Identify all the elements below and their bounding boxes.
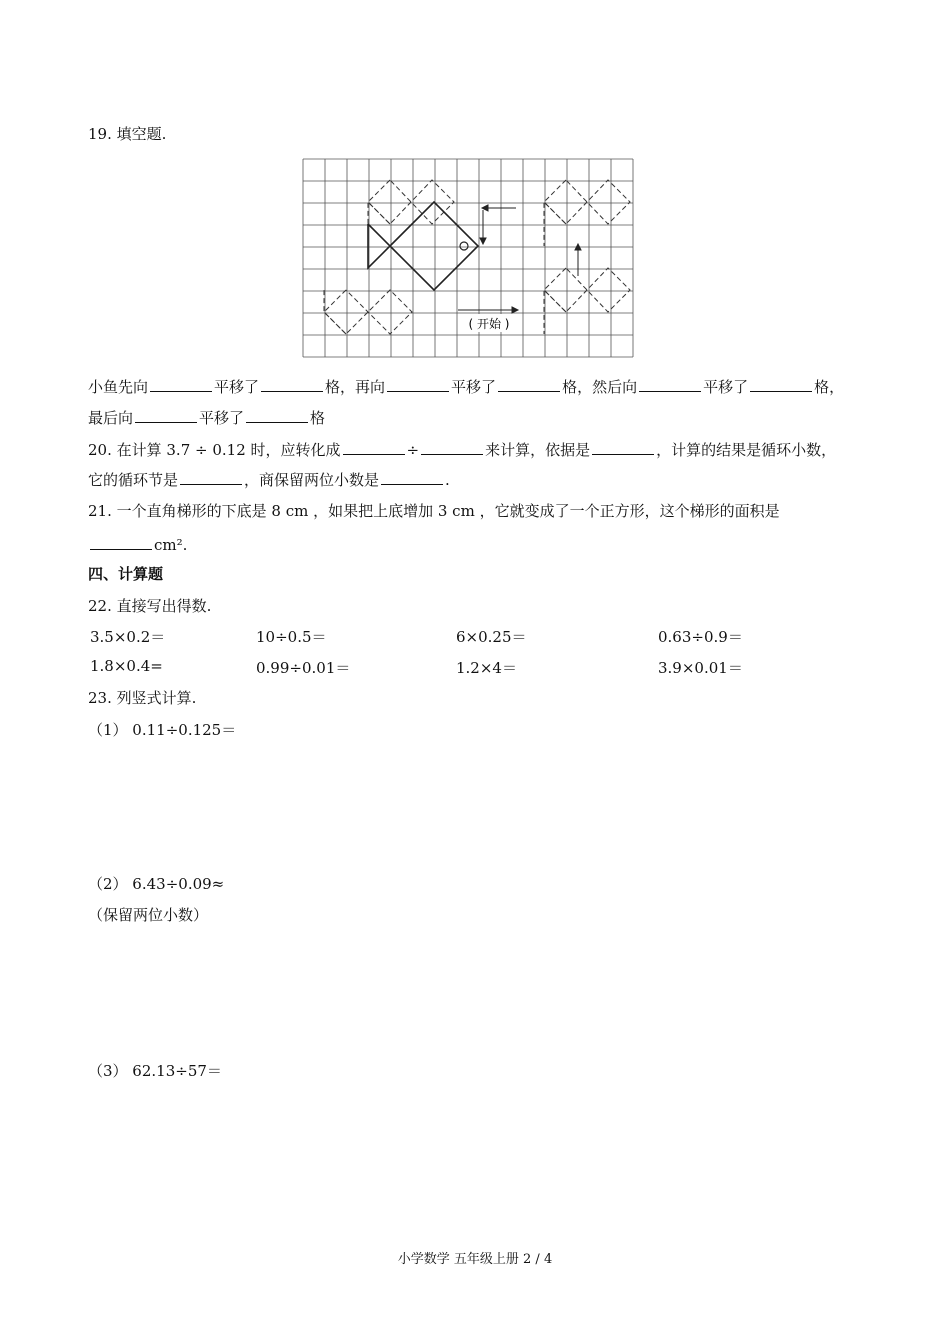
blank[interactable] [150, 377, 212, 392]
fish-eye [460, 242, 468, 250]
q20-line-1: 20. 在计算 3.7 ÷ 0.12 时，应转化成 ÷ 来计算，依据是 ，计算的结果是循环小数， [88, 441, 837, 459]
blank[interactable] [498, 377, 560, 392]
calc-item: 3.9×0.01＝ [658, 659, 743, 677]
q19-title: 19. 填空题. [88, 125, 167, 143]
blank[interactable] [180, 470, 242, 485]
q23-part-1: （1） 0.11÷0.125＝ [88, 721, 237, 739]
q23-part-2-note: （保留两位小数） [88, 906, 209, 924]
blank[interactable] [90, 535, 152, 550]
q19-fill-line-1: 小鱼先向 平移了 格，再向 平移了 格，然后向 平移了 格， [88, 378, 845, 396]
q22-title: 22. 直接写出得数. [88, 597, 212, 615]
blank[interactable] [387, 377, 449, 392]
blank[interactable] [246, 408, 308, 423]
q21-line-1: 21. 一个直角梯形的下底是 8 cm ，如果把上底增加 3 cm ，它就变成了一个正方形，这个梯形的面积是 [88, 502, 780, 520]
blank[interactable] [261, 377, 323, 392]
calc-item: 0.99÷0.01＝ [256, 659, 351, 677]
calc-item: 3.5×0.2＝ [90, 628, 166, 646]
q23-title: 23. 列竖式计算. [88, 689, 197, 707]
fish-shape [368, 202, 478, 290]
q20-line-2: 它的循环节是 ，商保留两位小数是 . [88, 471, 450, 489]
q23-part-2: （2） 6.43÷0.09≈ [88, 875, 225, 893]
q19-fill-line-2: 最后向 平移了 格 [88, 409, 326, 427]
blank[interactable] [381, 470, 443, 485]
calc-item: 1.2×4＝ [456, 659, 517, 677]
fish-translation-grid-figure [302, 158, 650, 358]
blank[interactable] [592, 440, 654, 455]
blank[interactable] [639, 377, 701, 392]
blank[interactable] [421, 440, 483, 455]
calc-item: 10÷0.5＝ [256, 628, 327, 646]
start-label: ( 开始 ) [468, 317, 510, 331]
blank[interactable] [750, 377, 812, 392]
q23-part-3: （3） 62.13÷57＝ [88, 1062, 222, 1080]
calc-item: 6×0.25＝ [456, 628, 527, 646]
calc-item: 1.8×0.4= [90, 657, 163, 675]
calc-item: 0.63÷0.9＝ [658, 628, 743, 646]
page-footer: 小学数学 五年级上册 2 / 4 [397, 1252, 553, 1267]
section-4-heading: 四、计算题 [88, 565, 164, 583]
blank[interactable] [135, 408, 197, 423]
blank[interactable] [343, 440, 405, 455]
q21-line-2: cm². [88, 535, 187, 555]
